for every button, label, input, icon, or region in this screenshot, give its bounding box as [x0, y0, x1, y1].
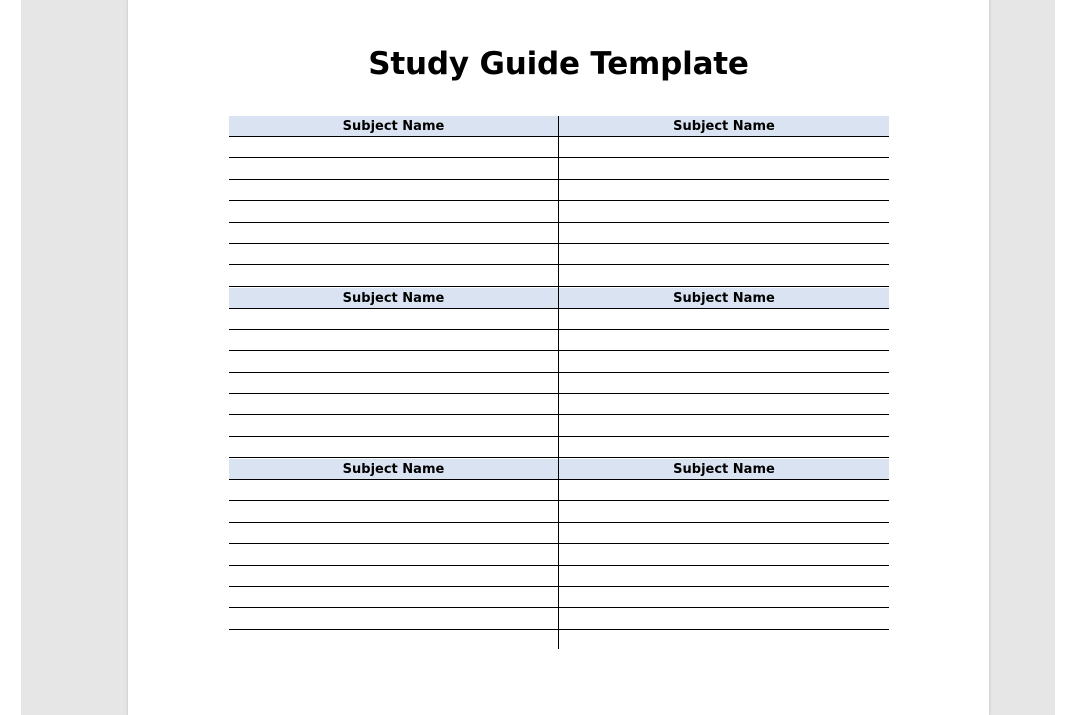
notes-line-row: [229, 158, 889, 179]
subject-header-row: [229, 459, 889, 480]
notes-cell[interactable]: [559, 265, 889, 285]
notes-line-row: [229, 394, 889, 415]
notes-cell[interactable]: [229, 523, 558, 543]
notes-line-row: [229, 566, 889, 587]
notes-cell[interactable]: [559, 566, 889, 586]
notes-cell[interactable]: [229, 223, 558, 243]
notes-cell[interactable]: [559, 223, 889, 243]
notes-cell[interactable]: [229, 544, 558, 564]
document-page[interactable]: [128, 0, 989, 715]
notes-line-row: [229, 180, 889, 201]
notes-cell[interactable]: [229, 158, 558, 178]
notes-cell[interactable]: [559, 608, 889, 628]
notes-cell[interactable]: [559, 351, 889, 371]
subject-name-cell[interactable]: Subject Name: [673, 119, 775, 134]
notes-cell[interactable]: [559, 416, 889, 436]
subject-name-cell[interactable]: Subject Name: [673, 462, 775, 477]
subject-header-row: [229, 288, 889, 309]
notes-line-row: [229, 309, 889, 330]
subject-name-cell[interactable]: Subject Name: [342, 290, 445, 306]
notes-cell[interactable]: [229, 180, 558, 200]
notes-cell[interactable]: [229, 416, 558, 436]
notes-cell[interactable]: [559, 480, 889, 500]
notes-cell[interactable]: [229, 480, 558, 500]
notes-cell[interactable]: [229, 201, 558, 221]
notes-cell[interactable]: [229, 309, 558, 329]
notes-cell[interactable]: [559, 501, 889, 521]
page-title: Study Guide Template: [368, 46, 749, 82]
notes-line-row: [229, 523, 889, 544]
subject-section-1: [229, 116, 889, 288]
notes-cell[interactable]: [229, 373, 558, 393]
study-guide-table: [229, 116, 889, 650]
notes-line-row: [229, 416, 889, 437]
column-divider: [558, 116, 559, 649]
notes-cell[interactable]: [559, 330, 889, 350]
notes-line-row: [229, 373, 889, 394]
notes-cell[interactable]: [229, 437, 558, 457]
subject-header-row: [229, 116, 889, 137]
notes-line-row: [229, 587, 889, 608]
notes-cell[interactable]: [229, 501, 558, 521]
notes-cell[interactable]: [559, 137, 889, 157]
notes-line-row: [229, 223, 889, 244]
notes-cell[interactable]: [229, 137, 558, 157]
notes-line-row: [229, 330, 889, 351]
notes-cell[interactable]: [559, 309, 889, 329]
notes-line-row: [229, 201, 889, 222]
notes-cell[interactable]: [559, 394, 889, 414]
notes-line-row: [229, 544, 889, 565]
notes-cell[interactable]: [559, 244, 889, 264]
notes-cell[interactable]: [559, 437, 889, 457]
notes-cell[interactable]: [229, 566, 558, 586]
notes-cell[interactable]: [229, 351, 558, 371]
notes-cell[interactable]: [559, 201, 889, 221]
subject-section-2: [229, 288, 889, 460]
notes-line-row: [229, 608, 889, 629]
notes-cell[interactable]: [229, 394, 558, 414]
notes-cell[interactable]: [229, 330, 558, 350]
notes-line-row: [229, 501, 889, 522]
notes-cell[interactable]: [559, 523, 889, 543]
subject-section-3: [229, 459, 889, 631]
subject-name-cell[interactable]: Subject Name: [673, 290, 775, 306]
subject-name-cell[interactable]: Subject Name: [342, 119, 445, 134]
notes-cell[interactable]: [559, 158, 889, 178]
notes-cell[interactable]: [229, 587, 558, 607]
notes-cell[interactable]: [229, 244, 558, 264]
document-workspace[interactable]: [21, 0, 1055, 715]
notes-cell[interactable]: [229, 265, 558, 285]
notes-line-row: [229, 437, 889, 458]
notes-cell[interactable]: [229, 608, 558, 628]
notes-line-row: [229, 265, 889, 286]
subject-name-cell[interactable]: Subject Name: [342, 462, 445, 477]
notes-line-row: [229, 480, 889, 501]
notes-line-row: [229, 351, 889, 372]
notes-cell[interactable]: [559, 587, 889, 607]
notes-cell[interactable]: [559, 373, 889, 393]
notes-cell[interactable]: [559, 544, 889, 564]
notes-line-row: [229, 244, 889, 265]
notes-cell[interactable]: [559, 180, 889, 200]
notes-line-row: [229, 137, 889, 158]
